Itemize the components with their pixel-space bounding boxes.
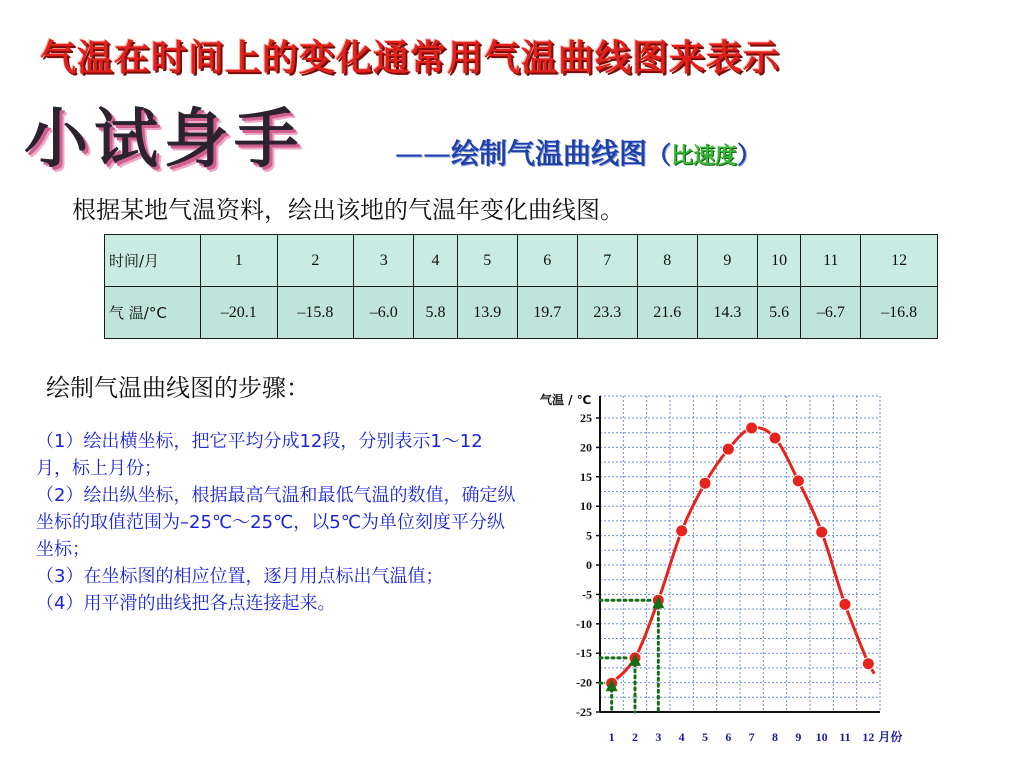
temp-cell: 5.8	[414, 287, 457, 339]
y-tick-label: -25	[576, 705, 592, 719]
table-row-months	[105, 235, 938, 287]
x-tick-label: 11	[839, 730, 851, 744]
step-item: （1）绘出横坐标，把它平均分成12段，分别表示1～12月，标上月份；	[36, 431, 483, 479]
x-tick-label: 6	[725, 730, 732, 744]
temperature-chart	[530, 388, 910, 760]
y-tick-label: 10	[580, 499, 592, 514]
step-item: （3）在坐标图的相应位置，逐月用点标出气温值；	[36, 566, 444, 587]
data-point	[746, 422, 758, 434]
x-tick-label: 1	[608, 730, 615, 744]
subtitle-paren-open: （	[647, 141, 672, 169]
temp-cell: 23.3	[577, 287, 637, 339]
x-tick-label: 4	[678, 730, 685, 744]
slide-subtitle	[395, 132, 761, 172]
month-cell: 5	[457, 235, 517, 287]
x-tick-label: 5	[702, 730, 708, 744]
steps-list	[36, 428, 518, 617]
subtitle-main: 绘制气温曲线图	[451, 137, 648, 170]
data-point	[839, 598, 851, 610]
temperature-chart-svg	[530, 388, 910, 760]
x-axis-unit: 月份	[878, 730, 903, 744]
month-cell: 7	[577, 235, 637, 287]
x-tick-label: 3	[655, 730, 662, 744]
y-tick-label: -20	[576, 675, 592, 690]
data-point	[676, 525, 688, 537]
y-tick-label: -10	[576, 616, 592, 631]
temp-cell: –6.0	[354, 287, 414, 339]
data-point	[769, 432, 781, 444]
data-point	[862, 658, 874, 670]
y-tick-label: 25	[580, 411, 592, 425]
temp-cell: –15.8	[277, 287, 354, 339]
slide-headline: 气温在时间上的变化通常用气温曲线图来表示	[40, 38, 781, 79]
row-header-month: 时间/月	[105, 235, 201, 287]
temp-cell: 21.6	[637, 287, 697, 339]
month-cell: 4	[414, 235, 457, 287]
data-point	[699, 477, 711, 489]
x-tick-label: 10	[815, 730, 828, 744]
x-tick-label: 12	[862, 730, 875, 744]
data-point	[792, 475, 804, 487]
y-axis-label: 气温 / ℃	[540, 393, 592, 407]
month-cell: 8	[637, 235, 697, 287]
month-cell: 11	[801, 235, 861, 287]
temp-cell: 19.7	[517, 287, 577, 339]
table-row-temps	[105, 287, 938, 339]
temp-cell: –6.7	[801, 287, 861, 339]
task-instruction: 根据某地气温资料，绘出该地的气温年变化曲线图。	[72, 196, 624, 224]
x-tick-label: 9	[795, 730, 802, 744]
month-cell: 2	[277, 235, 354, 287]
temp-cell: 14.3	[697, 287, 757, 339]
y-tick-label: -15	[576, 646, 592, 661]
temp-cell: 13.9	[457, 287, 517, 339]
month-cell: 1	[201, 235, 278, 287]
x-tick-label: 8	[772, 730, 778, 744]
y-tick-label: 5	[586, 528, 592, 543]
steps-heading: 绘制气温曲线图的步骤：	[46, 374, 310, 402]
try-it-title: 小试身手	[24, 102, 304, 177]
temp-cell: –20.1	[201, 287, 278, 339]
x-tick-label: 7	[748, 730, 755, 744]
temp-cell: –16.8	[861, 287, 938, 339]
temp-cell: 5.6	[757, 287, 800, 339]
month-cell: 12	[861, 235, 938, 287]
y-tick-label: 0	[586, 558, 592, 572]
y-tick-label: 20	[580, 440, 592, 455]
x-tick-label: 2	[632, 730, 638, 744]
month-cell: 10	[757, 235, 800, 287]
y-tick-label: -5	[582, 587, 592, 602]
y-tick-label: 15	[580, 469, 592, 484]
month-cell: 6	[517, 235, 577, 287]
subtitle-speed-note: 比速度	[671, 144, 738, 169]
temperature-table	[104, 234, 938, 339]
data-point	[722, 443, 734, 455]
subtitle-dash: ——	[395, 137, 451, 170]
step-item: （2）绘出纵坐标，根据最高气温和最低气温的数值，确定纵坐标的取值范围为–25℃～25℃，以5℃为单位刻度平分纵坐标；	[36, 485, 516, 560]
step-item: （4）用平滑的曲线把各点连接起来。	[36, 593, 336, 614]
row-header-temp: 气 温/°C	[105, 287, 201, 339]
subtitle-paren-close: ）	[737, 141, 762, 169]
month-cell: 3	[354, 235, 414, 287]
data-point	[816, 526, 828, 538]
month-cell: 9	[697, 235, 757, 287]
